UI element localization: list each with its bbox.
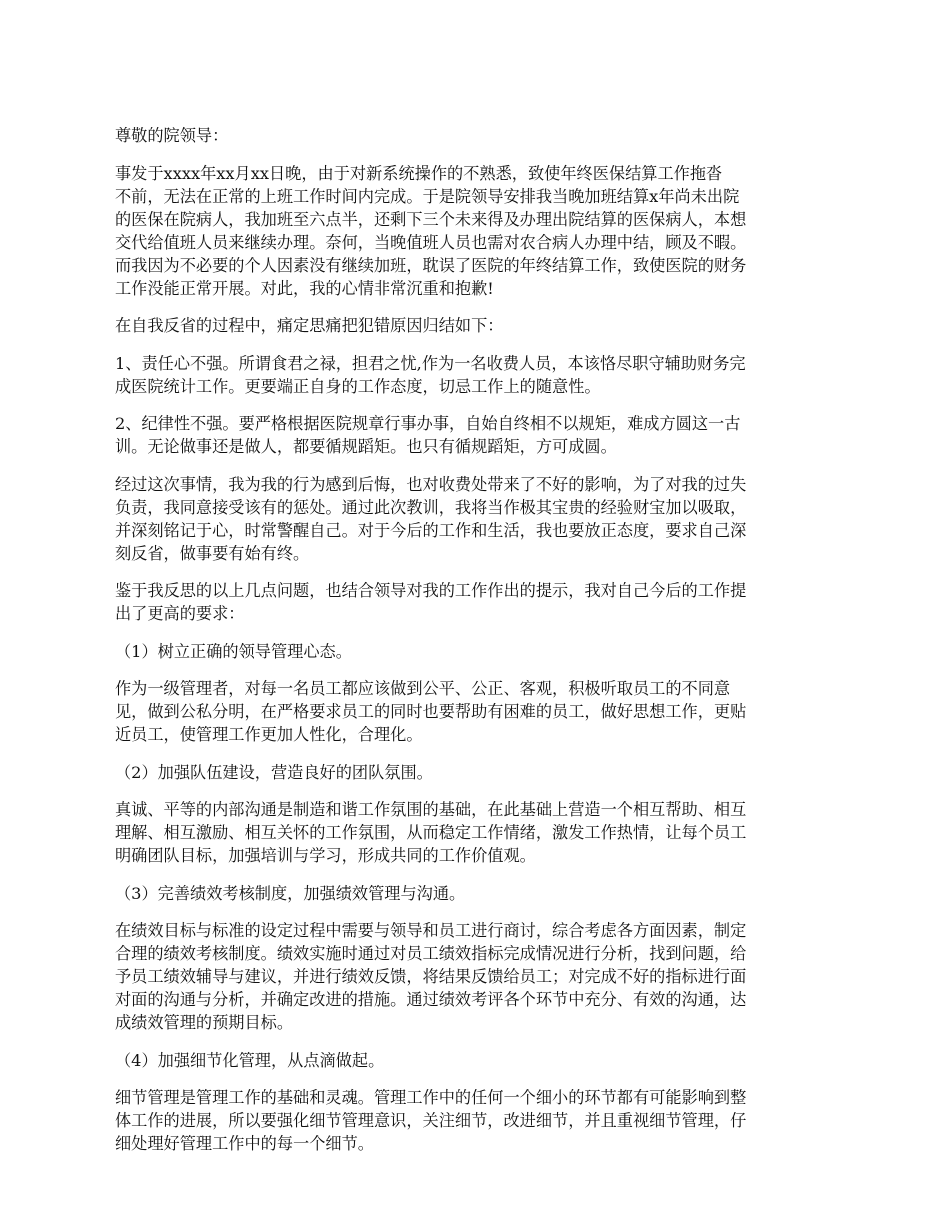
paragraph-reason-discipline: 2、纪律性不强。要严格根据医院规章行事办事，自始自终相不以规矩，难成方圆这一古 训。无论做事还是做人，都要循规蹈矩。也只有循规蹈矩，方可成圆。 bbox=[115, 414, 741, 456]
paragraph-regret: 经过这次事情，我为我的行为感到后悔，也对收费处带来了不好的影响，为了对我的过失 负责，我同意接受该有的惩处。通过此次教训，我将当作极其宝贵的经验财宝加以吸取， 并深刻铭记于心，时常警醒自己。对于今后的工作和生活，我也要放正态度，要求自己深 刻反省，做事要有始有终。 bbox=[115, 474, 747, 563]
paragraph-reason-responsibility: 1、责任心不强。所谓食君之禄，担君之忧,作为一名收费人员，本该恪尽职守辅助财务完 成医院统计工作。更要端正自身的工作态度，切忌工作上的随意性。 bbox=[115, 353, 746, 396]
salutation: 尊敬的院领导： bbox=[115, 126, 229, 145]
paragraph-item-3: 在绩效目标与标准的设定过程中需要与领导和员工进行商讨，综合考虑各方面因素，制定 合理的绩效考核制度。绩效实施时通过对员工绩效指标完成情况进行分析，找到问题，给 予员工绩效辅导与建议，并进行绩效反馈，将结果反馈给员工；对完成不好的指标进行面 对面的沟通与分析，并确定改进的措施。通过绩效考评各个环节中充分、有效的沟通，达 成绩效管理的预期目标。 bbox=[115, 921, 747, 1032]
document-body bbox=[115, 124, 843, 1170]
paragraph-reflection-intro: 在自我反省的过程中，痛定思痛把犯错原因归结如下： bbox=[115, 316, 504, 335]
paragraph-incident: 事发于xxxx年xx月xx日晚，由于对新系统操作的不熟悉，致使年终医保结算工作拖沓 不前，无法在正常的上班工作时间内完成。于是院领导安排我当晚加班结算x年尚未出院 的医保在院病人，我加班至六点半，还剩下三个未来得及办理出院结算的医保病人，本想 交代给值班人员来继续办理。奈何，当晚值班人员也需对农合病人办理中结，顾及不暇。 而我因为不必要的个人因素没有继续加班，耽误了医院的年终结算工作，致使医院的财务 工作没能正常开展。对此，我的心情非常沉重和抱歉! bbox=[115, 163, 747, 298]
heading-item-3: （3）完善绩效考核制度，加强绩效管理与沟通。 bbox=[115, 883, 466, 903]
heading-item-4: （4）加强细节化管理，从点滴做起。 bbox=[115, 1050, 385, 1070]
paragraph-requirements-intro: 鉴于我反思的以上几点问题，也结合领导对我的工作作出的提示，我对自己今后的工作提 出了更高的要求： bbox=[115, 581, 747, 623]
paragraph-item-1: 作为一级管理者，对每一名员工都应该做到公平、公正、客观，积极听取员工的不同意 见，做到公私分明，在严格要求员工的同时也要帮助有困难的员工，做好思想工作，更贴 近员工，使管理工作更加人性化，合理化。 bbox=[115, 679, 747, 744]
heading-item-2: （2）加强队伍建设，营造良好的团队氛围。 bbox=[115, 762, 433, 782]
paragraph-item-4: 细节管理是管理工作的基础和灵魂。管理工作中的任何一个细小的环节都有可能影响到整 体工作的进展，所以要强化细节管理意识，关注细节，改进细节，并且重视细节管理，仔 细处理好管理工作中的每一个细节。 bbox=[115, 1088, 747, 1153]
heading-item-1: （1）树立正确的领导管理心态。 bbox=[115, 641, 352, 661]
paragraph-item-2: 真诚、平等的内部沟通是制造和谐工作氛围的基础，在此基础上营造一个相互帮助、相互 理解、相互激励、相互关怀的工作氛围，从而稳定工作情绪，激发工作热情，让每个员工 明确团队目标，加强培训与学习，形成共同的工作价值观。 bbox=[115, 800, 747, 865]
